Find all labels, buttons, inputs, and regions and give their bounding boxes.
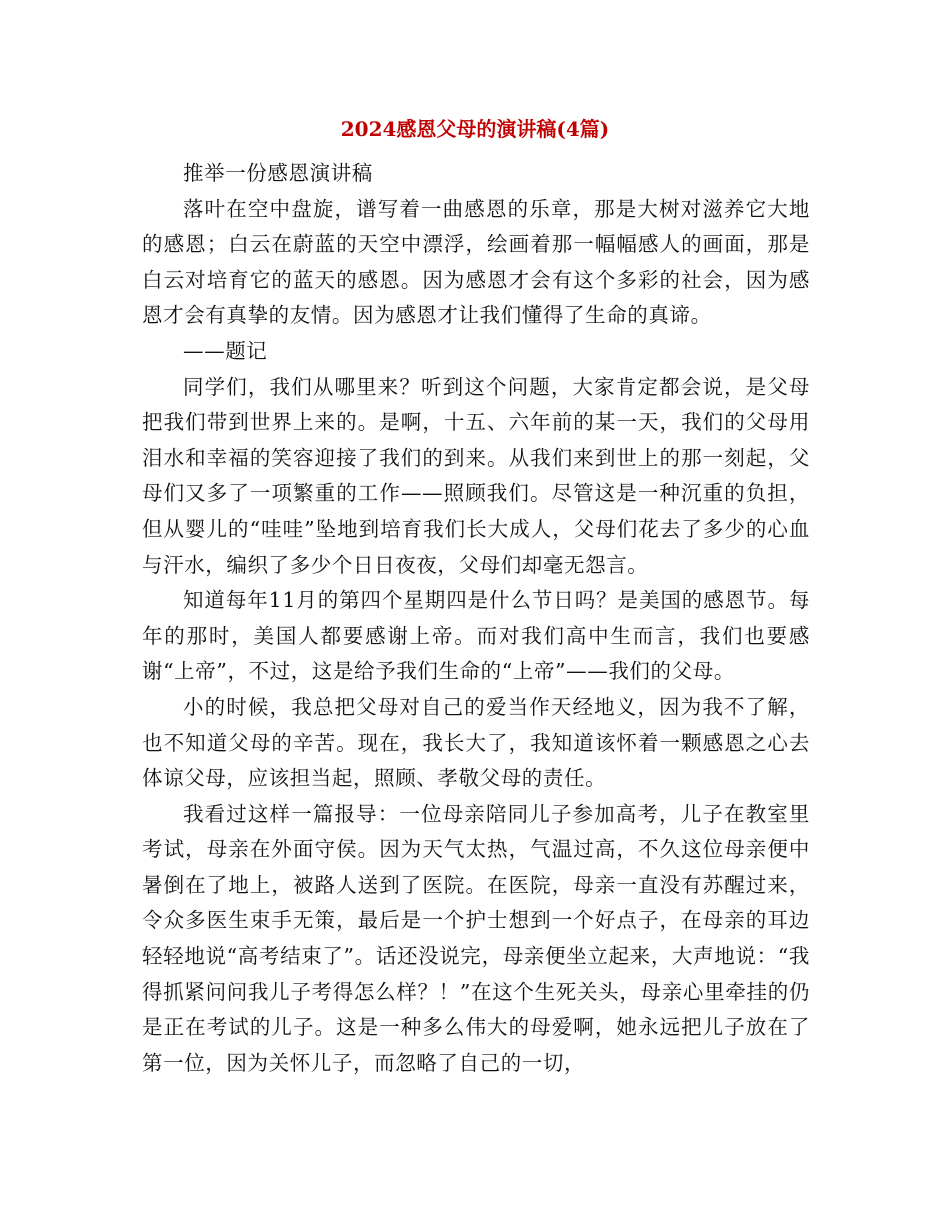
document-body bbox=[142, 156, 810, 1081]
paragraph-inscription: ——题记 bbox=[183, 338, 268, 363]
paragraph: 知道每年11月的第四个星期四是什么节日吗？是美国的感恩节。每年的那时，美国人都要感谢上帝。而对我们高中生而言，我们也要感谢“上帝”，不过，这是给予我们生命的“上帝”——我们的父母。 bbox=[142, 588, 810, 684]
paragraph: 同学们，我们从哪里来？听到这个问题，大家肯定都会说，是父母把我们带到世界上来的。是啊，十五、六年前的某一天，我们的父母用泪水和幸福的笑容迎接了我们的到来。从我们来到世上的那一刻起，父母们又多了一项繁重的工作——照顾我们。尽管这是一种沉重的负担，但从婴儿的“哇哇”坠地到培育我们长大成人，父母们花去了多少的心血与汗水，编织了多少个日日夜夜，父母们却毫无怨言。 bbox=[142, 374, 810, 577]
paragraph: 我看过这样一篇报导：一位母亲陪同儿子参加高考，儿子在教室里考试，母亲在外面守侯。因为天气太热，气温过高，不久这位母亲便中暑倒在了地上，被路人送到了医院。在医院，母亲一直没有苏醒过来，令众多医生束手无策，最后是一个护士想到一个好点子，在母亲的耳边轻轻地说“高考结束了”。话还没说完，母亲便坐立起来，大声地说：“我得抓紧问问我儿子考得怎么样？！”在这个生死关头，母亲心里牵挂的仍是正在考试的儿子。这是一种多么伟大的母爱啊，她永远把儿子放在了第一位，因为关怀儿子，而忽略了自己的一切， bbox=[142, 801, 810, 1075]
document-title: 2024感恩父母的演讲稿(4篇) bbox=[340, 117, 610, 141]
paragraph-subtitle: 推举一份感恩演讲稿 bbox=[183, 161, 373, 185]
paragraph: 小的时候，我总把父母对自己的爱当作天经地义，因为我不了解，也不知道父母的辛苦。现在，我长大了，我知道该怀着一颗感恩之心去体谅父母，应该担当起，照顾、孝敬父母的责任。 bbox=[142, 694, 810, 791]
paragraph-intro: 落叶在空中盘旋，谱写着一曲感恩的乐章，那是大树对滋养它大地的感恩；白云在蔚蓝的天空中漂浮，绘画着那一幅幅感人的画面，那是白云对培育它的蓝天的感恩。因为感恩才会有这个多彩的社会，因为感恩才会有真挚的友情。因为感恩才让我们懂得了生命的真谛。 bbox=[142, 196, 810, 328]
